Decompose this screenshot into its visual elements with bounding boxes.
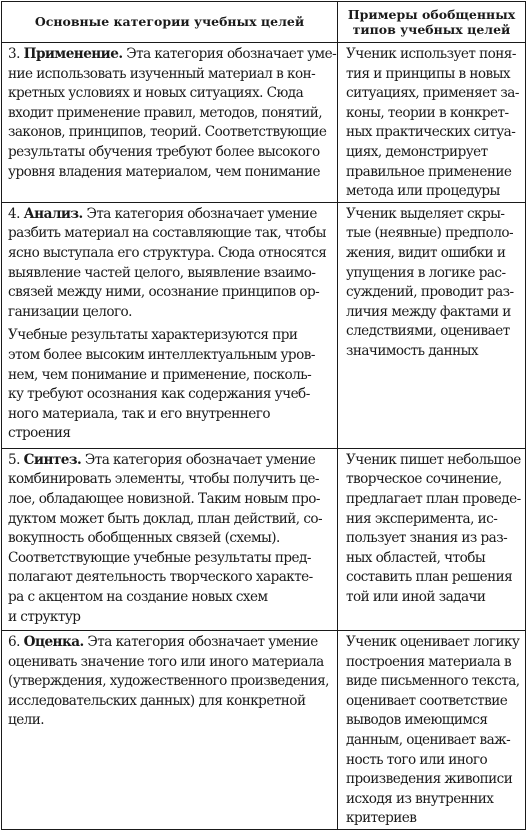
category-text-line: связей между ними, осознание принципов ор-	[8, 284, 320, 301]
example-text-line: ных областей, чтобы	[346, 549, 486, 566]
example-text-line: виде письменного текста,	[346, 673, 520, 690]
example-text-line: произведения живописи	[346, 771, 513, 788]
category-text-line: строения	[8, 425, 71, 442]
category-text: Эта категория обозначает умение	[83, 634, 318, 651]
example-text-line: тые (неявные) предполо-	[346, 225, 514, 242]
header-examples-line: типов учебных целей	[352, 22, 511, 37]
category-text-line: комбинировать элементы, чтобы получить це-	[8, 471, 319, 488]
category-cell	[2, 202, 338, 448]
category-text-line: и структур	[8, 608, 81, 625]
example-text-line: коны, теории в конкрет-	[346, 104, 509, 121]
category-text-line: лое, обладающее новизной. Таким новым про-	[8, 490, 320, 507]
example-text-line: данным, оценивает важ-	[346, 732, 511, 749]
category-text-line: выявление частей целого, выявление взаимо-	[8, 264, 316, 281]
category-paragraph	[2, 205, 337, 323]
category-number: 4.	[8, 205, 20, 222]
example-text-line: той или иной задачи	[346, 588, 486, 605]
example-text-line: упущения в логике рас-	[346, 264, 506, 281]
category-text-line	[2, 45, 337, 65]
example-text-line: следствиями, оценивает	[346, 323, 510, 340]
category-text-line: дуктом может быть доклад, план действий, со-	[8, 510, 323, 527]
category-text-line: Учебные результаты характеризуются при	[8, 327, 298, 344]
example-cell	[338, 448, 526, 630]
category-number: 3.	[8, 46, 20, 62]
header-row	[2, 2, 526, 43]
category-text-line: оценивать значение того или иного материала	[8, 653, 324, 670]
table-row	[2, 202, 526, 448]
category-text-line: ясно выступала его структура. Сюда относятся	[8, 244, 327, 261]
example-text-line: предлагает план проведе-	[346, 490, 521, 507]
category-text-line: Соответствующие учебные результаты пред-	[8, 549, 311, 566]
category-text-line: ку требуют осознания как содержания учеб-	[8, 386, 310, 403]
category-title: Синтез.	[23, 451, 82, 468]
category-text-line: цели.	[8, 712, 45, 729]
category-text-line: ганизации целого.	[8, 303, 132, 320]
example-text-line: Ученик использует поня-	[346, 46, 516, 62]
category-paragraph	[2, 326, 337, 444]
example-text-line: Ученик пишет небольшое	[346, 451, 521, 468]
example-text-line: критериев	[346, 810, 417, 827]
learning-goals-table	[1, 1, 526, 830]
category-text-line: кретных условиях и новых ситуациях. Сюда	[8, 85, 304, 102]
category-cell	[2, 448, 338, 630]
example-text-line: личия между фактами и	[346, 303, 511, 320]
header-categories-text: Основные категории учебных целей	[34, 14, 305, 30]
category-text-line: вокупность обобщенных связей (схемы).	[8, 530, 280, 547]
category-number: 5.	[8, 451, 20, 468]
example-text-line: суждений, проводит раз-	[346, 284, 514, 301]
example-text-line: метода или процедуры	[346, 183, 500, 200]
category-text-line: уровня владения материалом, чем понимание	[8, 163, 321, 180]
category-text: Эта категория обозначает умение	[81, 451, 316, 468]
example-text-line: ных практических ситуа-	[346, 124, 516, 141]
header-examples-line: Примеры обобщенных	[347, 6, 516, 22]
category-paragraph	[2, 451, 337, 627]
example-cell	[338, 202, 526, 448]
category-text-line: (утверждения, художественного произведения,	[8, 673, 329, 690]
example-text-line: выводов имеющимся	[346, 712, 488, 729]
category-text: Эта категория обозначает уме-	[122, 46, 337, 62]
category-text-line: нем, чем понимание и применение, посколь-	[8, 366, 312, 383]
example-text-line: циях, демонстрирует	[346, 143, 488, 160]
category-text-line: разбить материал на составляющие так, чтобы	[8, 225, 326, 242]
category-text-line: входит применение правил, методов, понятий,	[8, 104, 323, 121]
category-cell	[2, 43, 338, 203]
category-text-line	[2, 633, 337, 653]
category-paragraph	[2, 633, 337, 731]
category-text-line: ра с акцентом на создание новых схем	[8, 588, 268, 605]
header-categories	[2, 2, 338, 43]
category-title: Применение.	[23, 46, 123, 62]
category-text-line	[2, 205, 337, 225]
category-text-line: результаты обучения требуют более высокого	[8, 143, 320, 160]
category-text-line: ного материала, так и его внутреннего	[8, 405, 270, 422]
example-text-line: творческое сочинение,	[346, 471, 502, 488]
category-text-line: этом более высоким интеллектуальным уров-	[8, 346, 315, 363]
example-text-line: Ученик выделяет скры-	[346, 205, 505, 222]
category-number: 6.	[8, 634, 20, 651]
table-row	[2, 448, 526, 630]
example-text-line: Ученик оценивает логику	[346, 634, 520, 651]
example-text-line: исходя из внутренних	[346, 790, 494, 807]
category-paragraph	[2, 45, 337, 182]
example-text-line: оценивает соответствие	[346, 692, 508, 709]
category-title: Оценка.	[23, 634, 84, 651]
category-text-line: полагают деятельность творческого характе-	[8, 569, 313, 586]
example-text-line: ность того или иного	[346, 751, 488, 768]
category-text: Эта категория обозначает умение	[82, 205, 317, 222]
header-examples	[338, 2, 526, 43]
category-cell	[2, 631, 338, 830]
example-text-line: тия и принципы в новых	[346, 65, 511, 82]
example-text-line: составить план решения	[346, 569, 513, 586]
category-text-line: исследовательских данных) для конкретной	[8, 692, 306, 709]
example-text-line: построения материала в	[346, 653, 512, 670]
example-cell	[338, 43, 526, 203]
category-text-line	[2, 451, 337, 471]
category-text-line: законов, принципов, теорий. Соответствующие	[8, 124, 327, 141]
example-text-line: ситуациях, применяет за-	[346, 85, 519, 102]
table-row	[2, 43, 526, 203]
table-row	[2, 631, 526, 830]
example-text-line: значимость данных	[346, 342, 478, 359]
example-text-line: жения, видит ошибки и	[346, 244, 506, 261]
example-text-line: пользует знания из раз-	[346, 530, 508, 547]
example-text-line: ния эксперимента, ис-	[346, 510, 498, 527]
example-cell	[338, 631, 526, 830]
category-text-line: ние использовать изученный материал в кон-	[8, 65, 316, 82]
example-text-line: правильное применение	[346, 163, 512, 180]
category-title: Анализ.	[23, 205, 83, 222]
